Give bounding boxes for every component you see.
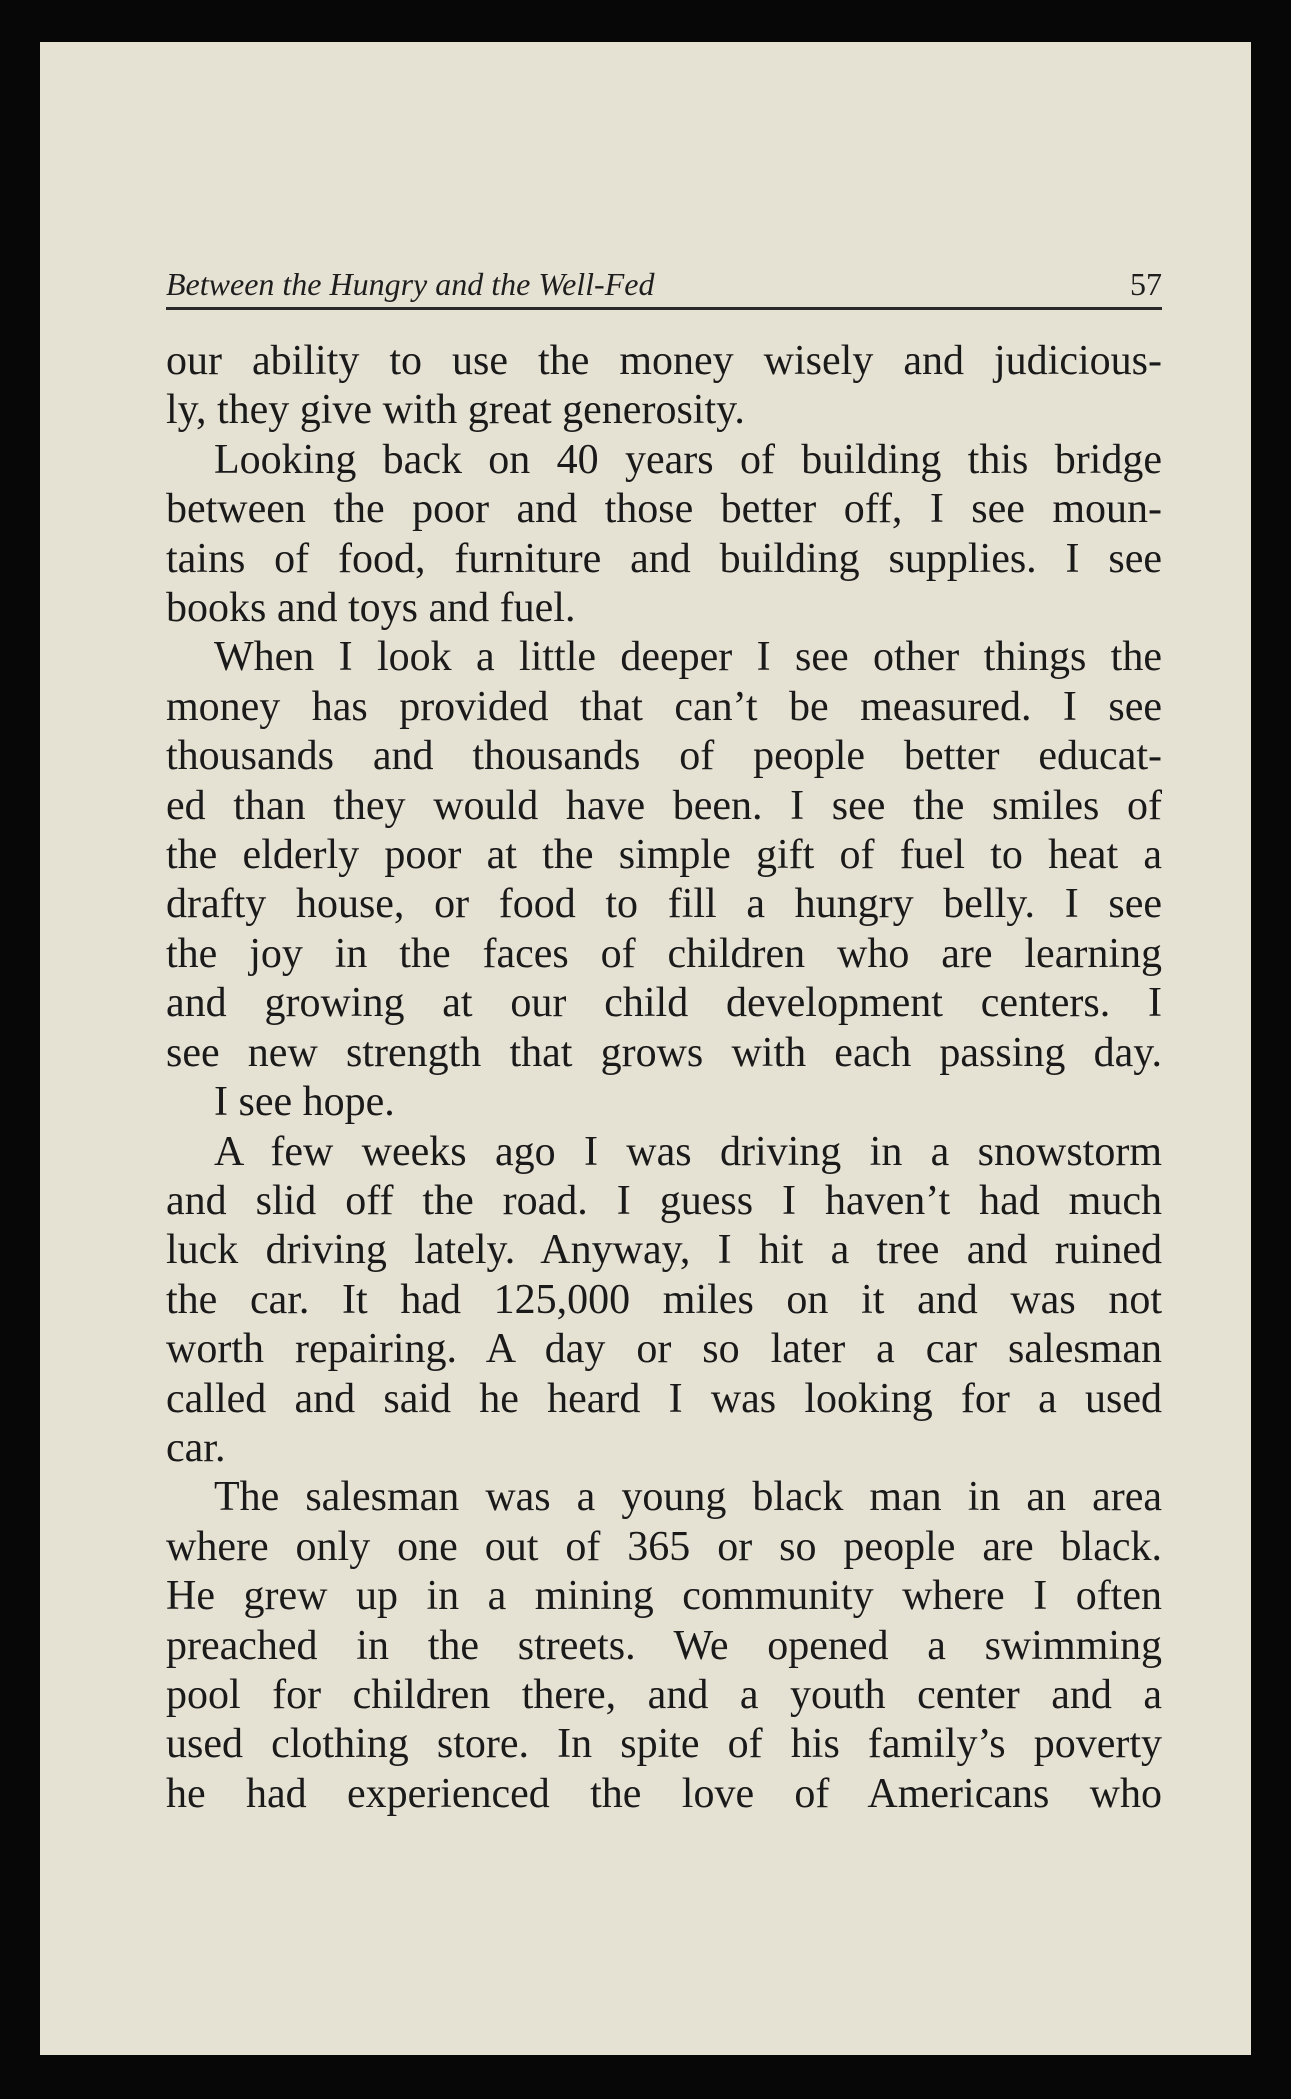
- text-line: preached in the streets. We opened a swimming: [166, 1622, 1162, 1669]
- text-line: drafty house, or food to fill a hungry belly. I see: [166, 881, 1162, 928]
- running-header: [166, 259, 1162, 310]
- text-line: the joy in the faces of children who are learning: [166, 930, 1162, 977]
- text-line: see new strength that grows with each passing day.: [166, 1029, 1162, 1076]
- text-line: ly, they give with great generosity.: [166, 387, 745, 434]
- page-number: 57: [1130, 266, 1162, 302]
- text-line: pool for children there, and a youth center and a: [166, 1671, 1162, 1718]
- text-line: he had experienced the love of Americans who: [166, 1770, 1162, 1817]
- text-line: tains of food, furniture and building supplies. I see: [166, 535, 1162, 582]
- text-line: the car. It had 125,000 miles on it and was not: [166, 1276, 1162, 1323]
- text-line: ed than they would have been. I see the smiles of: [166, 782, 1162, 829]
- text-line: thousands and thousands of people better educat-: [166, 733, 1162, 780]
- body-text: [166, 337, 1162, 1819]
- text-line: A few weeks ago I was driving in a snowstorm: [214, 1128, 1162, 1175]
- book-page: [40, 42, 1251, 2055]
- text-line: the elderly poor at the simple gift of fuel to heat a: [166, 832, 1162, 879]
- text-line: between the poor and those better off, I see moun-: [166, 486, 1162, 533]
- text-line: worth repairing. A day or so later a car salesman: [166, 1326, 1162, 1373]
- running-title: Between the Hungry and the Well-Fed: [166, 266, 655, 302]
- text-line: where only one out of 365 or so people are black.: [166, 1523, 1162, 1570]
- text-line: and growing at our child development centers. I: [166, 980, 1162, 1027]
- text-line: The salesman was a young black man in an area: [214, 1474, 1162, 1521]
- text-line: luck driving lately. Anyway, I hit a tree and ruined: [166, 1227, 1162, 1274]
- text-line: called and said he heard I was looking for a used: [166, 1375, 1162, 1422]
- text-line: He grew up in a mining community where I often: [166, 1573, 1162, 1620]
- text-line: car.: [166, 1424, 226, 1471]
- text-line: our ability to use the money wisely and judicious-: [166, 338, 1162, 384]
- text-line: and slid off the road. I guess I haven’t had much: [166, 1177, 1162, 1224]
- text-line: used clothing store. In spite of his family’s poverty: [166, 1721, 1162, 1768]
- text-line: When I look a little deeper I see other things the: [214, 634, 1162, 681]
- text-line: books and toys and fuel.: [166, 585, 576, 632]
- text-line: Looking back on 40 years of building this bridge: [214, 436, 1162, 483]
- text-line: money has provided that can’t be measured. I see: [166, 683, 1162, 730]
- text-line: I see hope.: [214, 1079, 395, 1126]
